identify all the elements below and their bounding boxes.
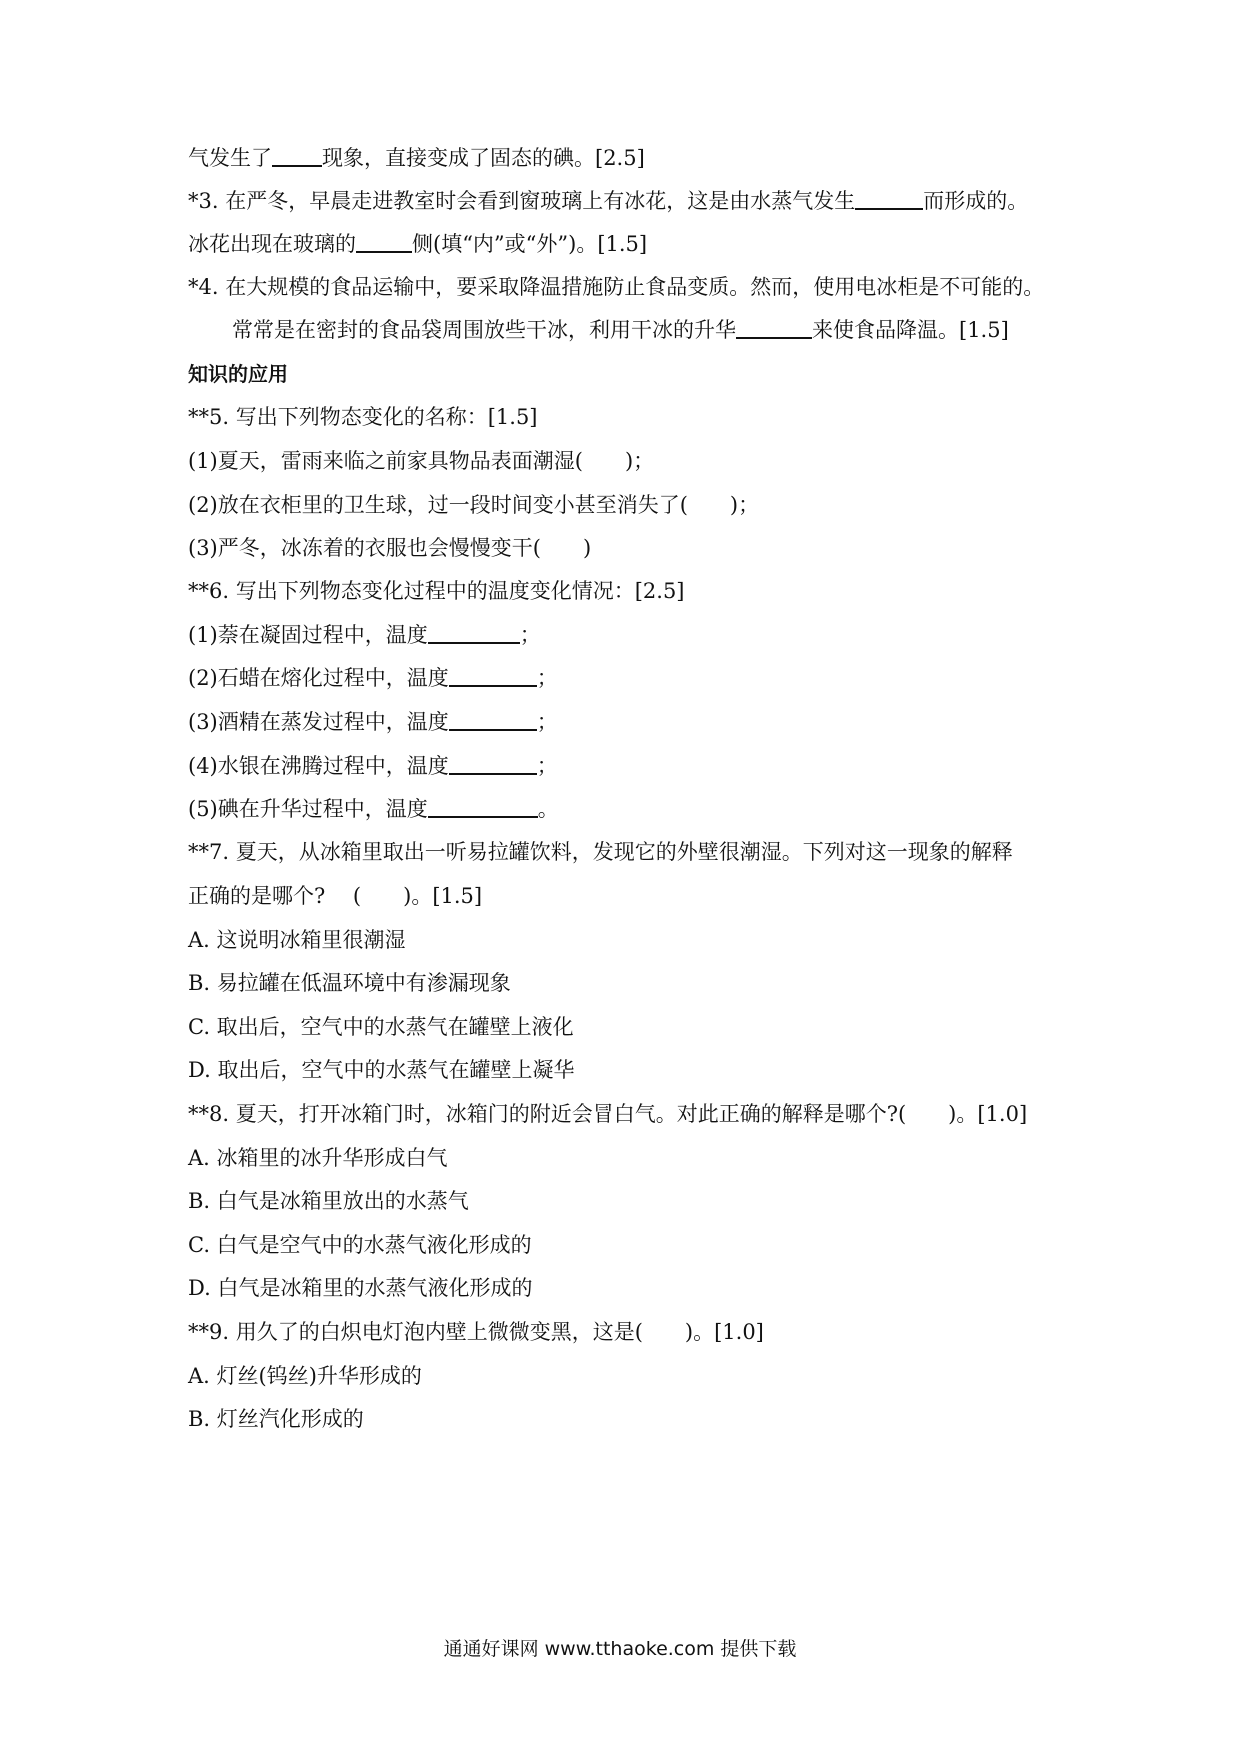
question-8: **8. 夏天，打开冰箱门时，冰箱门的附近会冒白气。对此正确的解释是哪个?( )。[1.0]	[188, 1102, 1028, 1126]
option-c: C. 白气是空气中的水蒸气液化形成的	[188, 1233, 532, 1257]
question-7: **7. 夏天，从冰箱里取出一听易拉罐饮料，发现它的外壁很潮湿。下列对这一现象的解释	[188, 840, 1013, 864]
sub-item	[188, 751, 558, 781]
question-4: *4. 在大规模的食品运输中，要采取降温措施防止食品变质。然而，使用电冰柜是不可能的。	[188, 275, 1045, 299]
text: ；	[536, 754, 558, 778]
page-footer: 通通好课网 www.tthaoke.com 提供下载	[443, 1638, 797, 1660]
text: (4)水银在沸腾过程中，温度	[188, 754, 449, 778]
text-line	[188, 229, 647, 259]
text: 现象，直接变成了固态的碘。[2.5]	[322, 146, 645, 170]
fill-blank	[449, 753, 537, 775]
option-a: A. 冰箱里的冰升华形成白气	[188, 1146, 448, 1170]
option-d: D. 白气是冰箱里的水蒸气液化形成的	[188, 1276, 533, 1300]
sub-item: (3)严冬，冰冻着的衣服也会慢慢变干( )	[188, 536, 592, 560]
question-5: **5. 写出下列物态变化的名称：[1.5]	[188, 405, 538, 429]
text: (2)石蜡在熔化过程中，温度	[188, 666, 449, 690]
text: 而形成的。	[923, 189, 1029, 213]
text: ；	[536, 710, 558, 734]
sub-item	[188, 620, 541, 650]
text: ；	[536, 666, 558, 690]
text: 。	[537, 797, 559, 821]
section-heading: 知识的应用	[188, 362, 288, 386]
text: (1)萘在凝固过程中，温度	[188, 623, 428, 647]
fill-blank	[428, 796, 538, 818]
fill-blank	[855, 188, 923, 210]
sub-item	[188, 707, 558, 737]
fill-blank	[272, 145, 322, 167]
sub-item: (1)夏天，雷雨来临之前家具物品表面潮湿( )；	[188, 449, 655, 473]
fill-blank	[449, 665, 537, 687]
text-line	[188, 143, 645, 173]
text: 侧(填“内”或“外”)。[1.5]	[412, 232, 648, 256]
option-b: B. 易拉罐在低温环境中有渗漏现象	[188, 971, 511, 995]
fill-blank	[428, 622, 520, 644]
option-b: B. 白气是冰箱里放出的水蒸气	[188, 1189, 469, 1213]
text: *3. 在严冬，早晨走进教室时会看到窗玻璃上有冰花，这是由水蒸气发生	[188, 189, 856, 213]
sub-item	[188, 794, 559, 824]
text-line: 正确的是哪个? ( )。[1.5]	[188, 884, 483, 908]
option-d: D. 取出后，空气中的水蒸气在罐壁上凝华	[188, 1058, 575, 1082]
text: 来使食品降温。[1.5]	[812, 318, 1009, 342]
text: (5)碘在升华过程中，温度	[188, 797, 428, 821]
text: ；	[519, 623, 541, 647]
fill-blank	[449, 709, 537, 731]
fill-blank	[356, 231, 412, 253]
question-3	[188, 186, 1028, 216]
fill-blank	[736, 317, 812, 339]
text-line	[232, 315, 1009, 345]
text: 常常是在密封的食品袋周围放些干冰，利用干冰的升华	[232, 318, 736, 342]
option-c: C. 取出后，空气中的水蒸气在罐壁上液化	[188, 1015, 574, 1039]
text: 气发生了	[188, 146, 272, 170]
option-a: A. 灯丝(钨丝)升华形成的	[188, 1364, 422, 1388]
sub-item	[188, 663, 558, 693]
sub-item: (2)放在衣柜里的卫生球，过一段时间变小甚至消失了( )；	[188, 493, 760, 517]
option-a: A. 这说明冰箱里很潮湿	[188, 928, 406, 952]
question-9: **9. 用久了的白炽电灯泡内壁上微微变黑，这是( )。[1.0]	[188, 1320, 764, 1344]
text: (3)酒精在蒸发过程中，温度	[188, 710, 449, 734]
question-6: **6. 写出下列物态变化过程中的温度变化情况：[2.5]	[188, 579, 685, 603]
option-b: B. 灯丝汽化形成的	[188, 1407, 364, 1431]
text: 冰花出现在玻璃的	[188, 232, 356, 256]
